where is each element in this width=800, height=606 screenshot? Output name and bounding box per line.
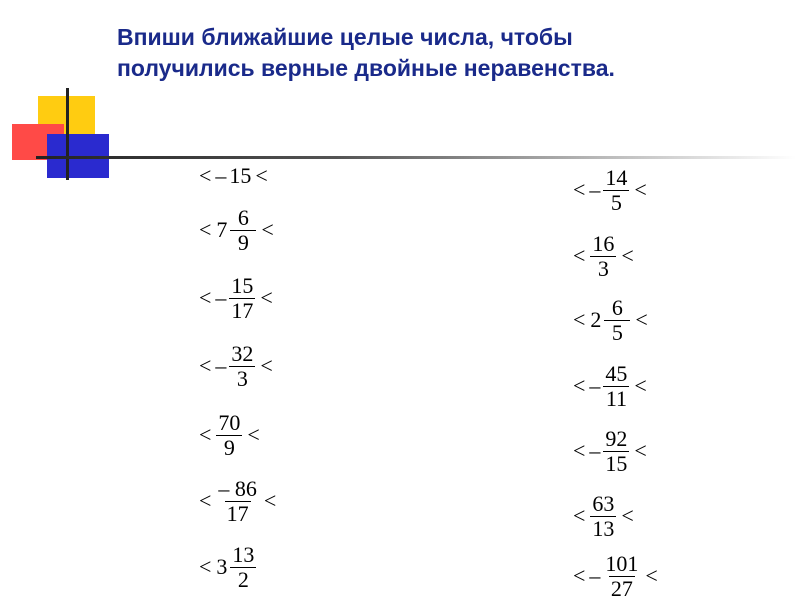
less-than-sign-right: < [634, 177, 647, 202]
fraction-numerator: 13 [232, 541, 255, 567]
less-than-sign-left: < [199, 554, 212, 579]
less-than-sign-right: < [247, 422, 260, 447]
minus-sign: – [589, 177, 601, 202]
fraction-denominator: 9 [230, 230, 256, 255]
less-than-sign-left: < [573, 177, 586, 202]
fraction-denominator: 2 [230, 567, 256, 592]
fraction-denominator: 15 [605, 450, 628, 476]
minus-sign: – [215, 353, 227, 378]
fraction-denominator: 11 [603, 386, 629, 411]
fraction-numerator: 6 [611, 294, 623, 320]
less-than-sign-left: < [573, 307, 586, 332]
inequality-row [570, 290, 651, 350]
less-than-sign-left: < [573, 243, 586, 268]
less-than-sign-right: < [634, 373, 647, 398]
inequality-row [196, 471, 279, 531]
fraction-denominator: 5 [604, 320, 630, 345]
fraction-numerator: 15 [231, 272, 254, 298]
less-than-sign-left: < [199, 163, 212, 188]
less-than-sign-left: < [199, 217, 212, 242]
fraction-denominator: 17 [226, 500, 249, 526]
fraction [603, 427, 629, 476]
less-than-sign-right: < [255, 163, 268, 188]
fraction-numerator: 32 [231, 340, 254, 366]
minus-sign: – [589, 563, 601, 588]
less-than-sign-right: < [621, 503, 634, 528]
less-than-sign-right: < [645, 563, 658, 588]
inequality-row [570, 356, 650, 416]
inequality-row [570, 486, 637, 546]
minus-sign: – [589, 438, 601, 463]
fraction [230, 206, 256, 255]
whole-part: 7 [216, 217, 228, 242]
minus-sign: – [589, 373, 601, 398]
fraction-denominator: 9 [216, 435, 242, 460]
whole-part: 3 [216, 554, 228, 579]
fraction-numerator: 16 [592, 230, 615, 256]
less-than-sign-left: < [199, 353, 212, 378]
fraction [590, 232, 616, 281]
inequality-row [196, 537, 258, 597]
less-than-sign-left: < [199, 285, 212, 310]
less-than-sign-right: < [261, 217, 274, 242]
fraction-numerator: 14 [605, 164, 628, 190]
fraction [230, 543, 256, 592]
fraction [216, 411, 242, 460]
fraction-numerator: 63 [592, 490, 615, 516]
slide-title [117, 22, 757, 84]
fraction-numerator: 92 [605, 425, 628, 451]
inequality-row [570, 546, 661, 606]
title-line-1: Впиши ближайшие целые числа, чтобы [117, 24, 573, 50]
fraction-denominator: 17 [231, 297, 254, 323]
fraction [229, 274, 255, 323]
inequality-row [196, 200, 277, 260]
less-than-sign-right: < [634, 438, 647, 463]
fraction-numerator: 45 [605, 360, 628, 386]
less-than-sign-left: < [573, 563, 586, 588]
inequality-row [196, 146, 271, 206]
minus-sign: – [215, 285, 227, 310]
fraction-denominator: 5 [603, 190, 629, 215]
less-than-sign-right: < [635, 307, 648, 332]
fraction [603, 166, 629, 215]
less-than-sign-right: < [260, 353, 273, 378]
inequality-row [196, 268, 276, 328]
inequality-row [196, 405, 263, 465]
fraction-denominator: 27 [610, 575, 633, 601]
less-than-sign-right: < [621, 243, 634, 268]
less-than-sign-left: < [573, 373, 586, 398]
fraction-numerator: 70 [218, 409, 241, 435]
fraction-numerator: 101 [605, 550, 639, 576]
title-line-2: получились верные двойные неравенства. [117, 55, 615, 81]
less-than-sign-left: < [573, 503, 586, 528]
whole-part: 2 [590, 307, 602, 332]
less-than-sign-left: < [199, 488, 212, 513]
whole-part: 15 [229, 163, 252, 188]
less-than-sign-left: < [573, 438, 586, 463]
fraction [603, 362, 629, 411]
fraction-denominator: 3 [229, 366, 255, 391]
fraction-denominator: 13 [592, 515, 615, 541]
inequality-row [196, 336, 276, 396]
fraction [590, 492, 616, 541]
minus-sign: – [215, 163, 227, 188]
less-than-sign-right: < [263, 488, 277, 513]
fraction [604, 296, 630, 345]
less-than-sign-left: < [199, 422, 212, 447]
fraction [603, 552, 640, 601]
inequality-row [570, 226, 637, 286]
less-than-sign-right: < [260, 285, 273, 310]
fraction-numerator: 6 [237, 204, 249, 230]
fraction-denominator: 3 [590, 256, 616, 281]
fraction-numerator: – 86 [218, 475, 257, 501]
decor-vertical-line [66, 88, 69, 180]
fraction [216, 477, 259, 526]
fraction [229, 342, 255, 391]
decor-horizontal-rule [36, 156, 796, 159]
inequality-row [570, 160, 650, 220]
inequality-row [570, 421, 650, 481]
